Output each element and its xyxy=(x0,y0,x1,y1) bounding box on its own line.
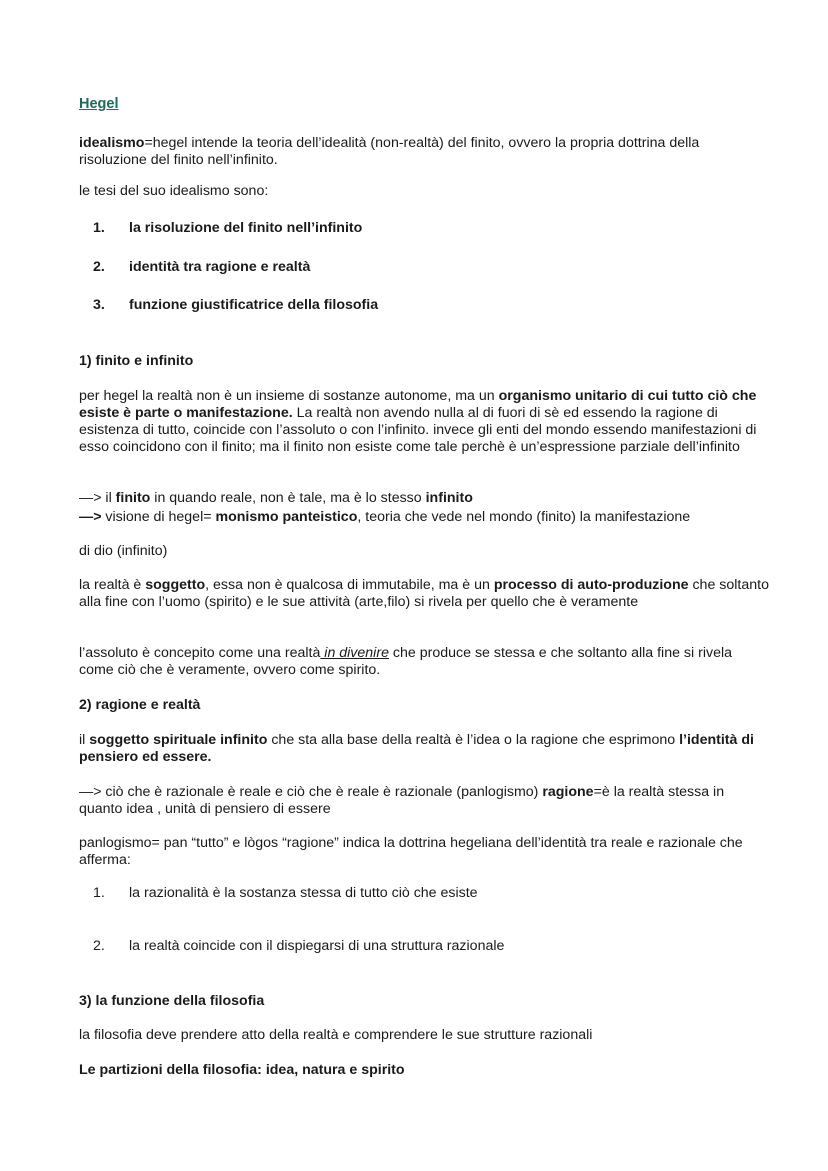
bold-span: soggetto spirituale infinito xyxy=(89,732,268,748)
text-span: il xyxy=(79,732,90,748)
intro-paragraph xyxy=(79,135,769,169)
section3-paragraph1: la filosofia deve prendere atto della realtà e comprendere le sue strutture razionali xyxy=(79,1027,593,1043)
list-number: 1. xyxy=(93,885,105,901)
thesis-number: 3. xyxy=(93,297,105,313)
text-span: la realtà è xyxy=(79,577,146,593)
list-text: la razionalità è la sostanza stessa di tutto ciò che esiste xyxy=(129,885,478,901)
thesis-text: identità tra ragione e realtà xyxy=(129,259,311,275)
thesis-text: la risoluzione del finito nell’infinito xyxy=(129,220,363,236)
thesis-item xyxy=(93,259,310,276)
text-span: che soltanto alla fine con l’uomo (spirito) e le sue attività (arte,filo) si rivela per quello che è veramente xyxy=(79,577,769,610)
text-span: l’assoluto è concepito come una realtà xyxy=(79,645,321,661)
text-span: che produce se stessa e che soltanto alla fine si rivela come ciò che è veramente, ovvero come spirito. xyxy=(79,645,733,678)
text-span: per hegel la realtà non è un insieme di sostanze autonome, ma un xyxy=(79,388,499,404)
bold-span: ragione xyxy=(542,784,594,800)
section3-heading: 3) la funzione della filosofia xyxy=(79,993,265,1009)
thesis-text: funzione giustificatrice della filosofia xyxy=(129,297,379,313)
intro-term: idealismo xyxy=(79,135,145,151)
list-text: la realtà coincide con il dispiegarsi di una struttura razionale xyxy=(129,938,505,954)
panlogismo-item xyxy=(93,885,478,902)
section2-paragraph3: panlogismo= pan “tutto” e lògos “ragione” indica la dottrina hegeliana dell’identità tra reale e razionale che afferma: xyxy=(79,835,743,868)
intro-text: =hegel intende la teoria dell’idealità (non-realtà) del finito, ovvero la propria dottrina della risoluzione del finito nell’infinito. xyxy=(79,135,700,168)
section1-paragraph3 xyxy=(79,645,769,679)
section1-arrow1 xyxy=(79,490,769,507)
text-span: in quando reale, non è tale, ma è lo stesso xyxy=(150,490,426,506)
section3-heading2: Le partizioni della filosofia: idea, natura e spirito xyxy=(79,1062,405,1078)
section1-paragraph2 xyxy=(79,577,769,611)
thesis-item xyxy=(93,297,378,314)
text-span: che sta alla base della realtà è l’idea o la ragione che esprimono xyxy=(267,732,680,748)
bold-span: monismo panteistico xyxy=(215,509,358,525)
theses-intro: le tesi del suo idealismo sono: xyxy=(79,183,269,199)
text-span: visione di hegel= xyxy=(101,509,216,525)
thesis-item xyxy=(93,220,362,237)
bold-span: soggetto xyxy=(145,577,206,593)
bold-span: finito xyxy=(115,490,151,506)
thesis-number: 2. xyxy=(93,259,105,275)
page-title: Hegel xyxy=(79,96,119,112)
text-span: —> ciò che è razionale è reale e ciò che è reale è razionale (panlogismo) xyxy=(79,784,543,800)
bold-span: l’identità di pensiero ed essere. xyxy=(79,732,754,765)
bold-span: —> xyxy=(79,509,102,525)
bold-span: organismo unitario di cui tutto ciò che esiste è parte o manifestazione. xyxy=(79,388,757,421)
section1-heading: 1) finito e infinito xyxy=(79,353,194,369)
panlogismo-item xyxy=(93,938,504,955)
emphasis-span: in divenire xyxy=(320,645,389,661)
section1-arrow2 xyxy=(79,509,769,526)
bold-span: processo di auto-produzione xyxy=(493,577,689,593)
text-span: La realtà non avendo nulla al di fuori di sè ed essendo la ragione di esistenza di tutto, coincide con l’assoluto o con l’infinito. invece gli enti del mondo essendo manifestazioni di esso coincidono con il finito; ma il finito non esiste come tale perchè è un’espressione parziale dell’infinito xyxy=(79,405,757,455)
section1-dio: di dio (infinito) xyxy=(79,543,168,559)
thesis-number: 1. xyxy=(93,220,105,236)
section2-paragraph2 xyxy=(79,784,769,818)
bold-span: infinito xyxy=(425,490,473,506)
section2-heading: 2) ragione e realtà xyxy=(79,697,201,713)
text-span: , essa non è qualcosa di immutabile, ma è un xyxy=(205,577,494,593)
section1-paragraph1 xyxy=(79,388,769,456)
text-span: , teoria che vede nel mondo (finito) la manifestazione xyxy=(357,509,691,525)
section2-paragraph1 xyxy=(79,732,769,766)
list-number: 2. xyxy=(93,938,105,954)
text-span: =è la realtà stessa in quanto idea , unità di pensiero di essere xyxy=(79,784,725,817)
text-span: —> il xyxy=(79,490,116,506)
